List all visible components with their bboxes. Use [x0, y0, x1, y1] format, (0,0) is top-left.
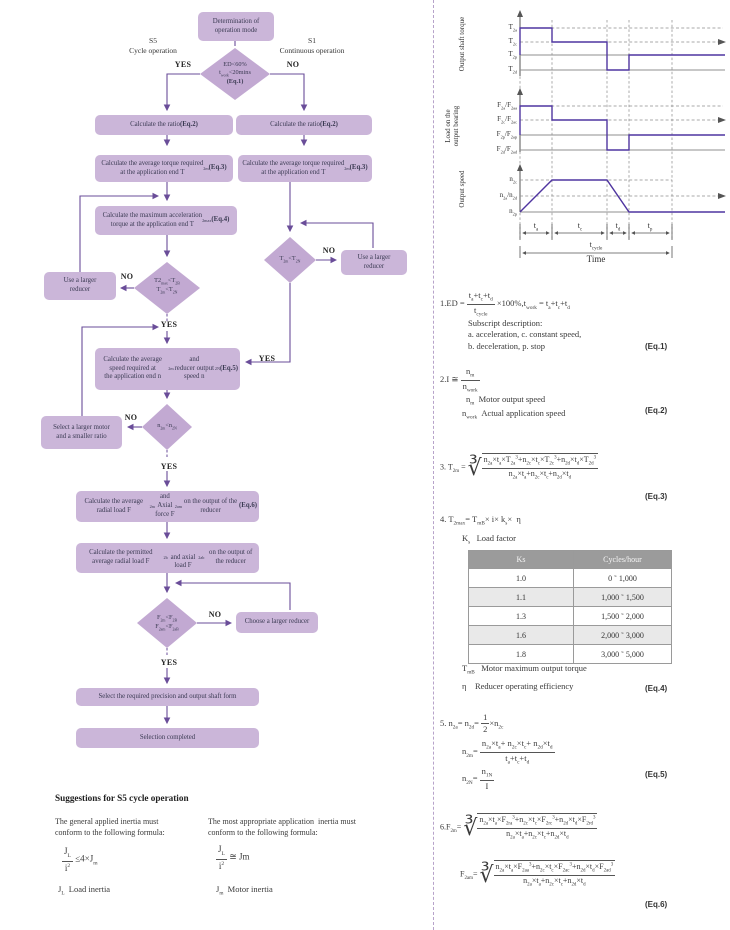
- tick-n2a-n2d: $n_{2a}/n_{2d}$: [499, 191, 517, 201]
- cycles-value: 1,500 ˜ 2,000: [574, 607, 672, 626]
- label-tcycle: $t_{cycle}$: [589, 240, 603, 252]
- equation-1: 1.ED = $t_a+t_c+t_d$ $t_{cycle}$ $\times 100\%,t_{work} = t_a+t_c+t_d$: [440, 290, 570, 318]
- equation-4: 4. $T_{2max}= T_{mB}\times i\times k_s\times \eta$: [440, 514, 521, 527]
- equation-2-tag: (Eq.2): [645, 406, 668, 415]
- label-yes-5: YES: [258, 354, 276, 363]
- equation-5-tag: (Eq.5): [645, 770, 668, 779]
- equation-3-tag: (Eq.3): [645, 492, 668, 501]
- label-yes-4: YES: [160, 658, 178, 667]
- equation-2: 2.I ≅ $n_m$ $n_{work}$: [440, 366, 478, 394]
- label-yes-1: YES: [174, 60, 192, 69]
- label-no-4: NO: [208, 610, 222, 619]
- label-tp: $t_p$: [647, 221, 653, 233]
- table-header-row: [469, 551, 672, 569]
- node-select-larger-motor: Select a larger motor and a smaller ratio: [41, 416, 122, 449]
- label-no-2: NO: [120, 272, 134, 281]
- label-td: $t_d$: [615, 221, 621, 233]
- label-yes-2: YES: [160, 320, 178, 329]
- table-row: [469, 626, 672, 645]
- tick-t2c: $T_{2c}$: [508, 37, 517, 47]
- col-header-ks: Ks: [469, 551, 574, 569]
- label-no-5: NO: [322, 246, 336, 255]
- tick-f2a: $F_{2a}/F_{2aa}$: [497, 101, 517, 111]
- ks-value: 1.8: [469, 645, 574, 664]
- label-s5-cycle: S5 Cycle operation: [129, 36, 177, 55]
- suggestions-col2-legend: $J_m$ Motor inertia: [216, 884, 273, 897]
- node-avg-speed: Calculate the average speed required at the application end n 2m and reducer output speed n 2N (Eq.5): [95, 348, 240, 390]
- decision-ed: ED<60% $t_{work}<20\min s$ (Eq.1): [219, 61, 251, 85]
- decision-force: $F_{2m}<F_{2B}$ $F_{2am}<F_{2aB}$: [155, 614, 179, 632]
- equation-4-legend-1: $T_{mB}$ Motor maximum output torque: [462, 663, 587, 676]
- ks-value: 1.6: [469, 626, 574, 645]
- node-choose-larger-reducer: Choose a larger reducer: [236, 612, 318, 633]
- tick-f2d: $F_{2d}/F_{2ad}$: [496, 145, 517, 155]
- table-row: [469, 588, 672, 607]
- node-avg-torque-right: Calculate the average torque required at the application end T 2m (Eq.3): [238, 155, 372, 182]
- suggestions-col2-formula: $\frac{J_L}{i^2}$ ≅ Jm: [218, 844, 250, 871]
- equation-5-line-2: $n_{2m}=$ $\frac{n_{2a}\times t_a+ n_{2c}\times t_c+ n_{2d}\times t_d}{t_a+t_c+t_d}$: [462, 738, 553, 766]
- label-s1-continuous: S1 Continuous operation: [279, 36, 345, 55]
- equation-4-legend-2: η Reducer operating efficiency: [462, 681, 574, 691]
- tick-t2a: $T_{2a}$: [508, 23, 517, 33]
- col-header-cycles: Cycles/hour: [574, 551, 672, 569]
- tick-n2p: $n_{2p}$: [509, 207, 517, 217]
- node-determination: Determination of operation mode: [198, 12, 274, 41]
- label-tc: $t_c$: [577, 221, 583, 233]
- suggestions-title: Suggestions for S5 cycle operation: [55, 793, 189, 803]
- cycles-value: 0 ˜ 1,000: [574, 569, 672, 588]
- axis-title-output-shaft-torque: Output shaft torque: [457, 16, 466, 72]
- decision-torque: $T2_{max}<T_{2B}$ $T_{2m}<T_{2N}$: [154, 277, 180, 295]
- suggestions-col1-text: The general applied inertia must conform to the following formula:: [55, 817, 165, 838]
- tick-f2c: $F_{2c}/F_{2ac}$: [497, 115, 517, 125]
- equation-4-tag: (Eq.4): [645, 684, 668, 693]
- node-ratio-right: Calculate the ratio (Eq.2): [236, 115, 372, 135]
- axis-title-load-output-bearing: Load on the output bearing: [443, 105, 460, 147]
- label-no-1: NO: [286, 60, 300, 69]
- decision-speed: $n_{2m}<n_{2N}$: [157, 422, 177, 431]
- decision-torque-right: $T_{2m}<T_{2N}$: [279, 255, 301, 264]
- label-time-axis: Time: [586, 254, 606, 264]
- ks-value: 1.3: [469, 607, 574, 626]
- cycles-value: 3,000 ˜ 5,000: [574, 645, 672, 664]
- tick-n2c: $n_{2c}$: [509, 175, 517, 185]
- node-ratio-left: Calculate the ratio (Eq.2): [95, 115, 233, 135]
- equation-5-line-3: $n_{2N}=$ $\frac{n_{1N}}{I}$: [462, 766, 493, 791]
- table-row: [469, 607, 672, 626]
- node-use-larger-reducer-left: Use a larger reducer: [44, 272, 116, 300]
- load-factor-table: [468, 550, 672, 664]
- table-row: [469, 569, 672, 588]
- ks-value: 1.1: [469, 588, 574, 607]
- node-use-larger-reducer-right: Use a larger reducer: [341, 250, 407, 275]
- equation-4-ks: $K_s$ Load factor: [462, 533, 516, 546]
- cycles-value: 2,000 ˜ 3,000: [574, 626, 672, 645]
- equation-3: 3. $T_{2m}$ = ∛ $\frac{n_{2a}\times t_a\times T_{2a}^3+n_{2c}\times t_c\times T_{2c}^3+n_{2d}\times t_d\times T_{2d}^3}{n_{2a}\times t_a+n_{2c}\times t_c+n_{2d}\times t_d}$: [440, 454, 597, 481]
- label-no-3: NO: [124, 413, 138, 422]
- suggestions-col1-formula: $\frac{J_L}{i^2}$ $\le 4\times J_m$: [64, 846, 98, 873]
- node-avg-torque-left: Calculate the average torque required at the application end T 2m (Eq.3): [95, 155, 233, 182]
- table-row: [469, 645, 672, 664]
- node-completed: Selection completed: [76, 728, 259, 748]
- suggestions-col2-text: The most appropriate application inertia must conform to the following formula:: [208, 817, 356, 838]
- node-max-torque: Calculate the maximum acceleration torque at the application end T 2max (Eq.4): [95, 206, 237, 235]
- ks-value: 1.0: [469, 569, 574, 588]
- equation-2-legend-2: $n_{work}$ Actual application speed: [462, 408, 566, 421]
- equation-6-line-1: $6.F_{2m}=$ ∛ $\frac{n_{2a}\times t_a\times F_{2ra}^3+n_{2c}\times t_c\times F_{2rc}^3+n_{2d}\times t_d\times F_{2rd}^3}{n_{2a}\times t_a+n_{2c}\times t_c+n_{2d}\times t_d}$: [440, 814, 596, 841]
- axis-title-output-speed: Output speed: [457, 170, 466, 208]
- tick-t2p: $T_{2p}$: [508, 50, 517, 60]
- equation-1-tag: (Eq.1): [645, 342, 668, 351]
- tick-f2p: $F_{2p}/F_{2ap}$: [496, 130, 517, 140]
- equation-1-note: Subscript description: a. acceleration, c. constant speed, b. deceleration, p. stop: [468, 318, 582, 351]
- suggestions-col1-legend: $J_L$ Load inertia: [58, 884, 111, 897]
- cycles-value: 1,000 ˜ 1,500: [574, 588, 672, 607]
- equation-5-line-1: 5. $n_{2a}= n_{2d}=$ $\frac{1}{2}$ $\times n_{2c}$: [440, 712, 504, 735]
- equation-2-legend-1: $n_m$ Motor output speed: [466, 394, 546, 407]
- label-ta: $t_a$: [533, 221, 539, 233]
- node-radial-load: Calculate the average radial load F 2m and Axial force F 2am on the output of the reducer (Eq.6): [76, 491, 259, 522]
- tick-t2d: $T_{2d}$: [508, 65, 517, 75]
- equation-6-tag: (Eq.6): [645, 900, 668, 909]
- label-yes-3: YES: [160, 462, 178, 471]
- node-permitted-load: Calculate the permitted average radial load F 2b and axial load F 2ab on the output of the reducer: [76, 543, 259, 573]
- node-precision: Select the required precision and output shaft form: [76, 688, 259, 706]
- equation-6-line-2: $F_{2am}=$ ∛ $\frac{n_{2a}\times t_a\times F_{2aa}^3+n_{2c}\times t_c\times F_{2ac}^3+n_{2d}\times t_d\times F_{2ad}^3}{n_{2a}\times t_a+n_{2c}\times t_c+n_{2d}\times t_d}$: [460, 861, 614, 888]
